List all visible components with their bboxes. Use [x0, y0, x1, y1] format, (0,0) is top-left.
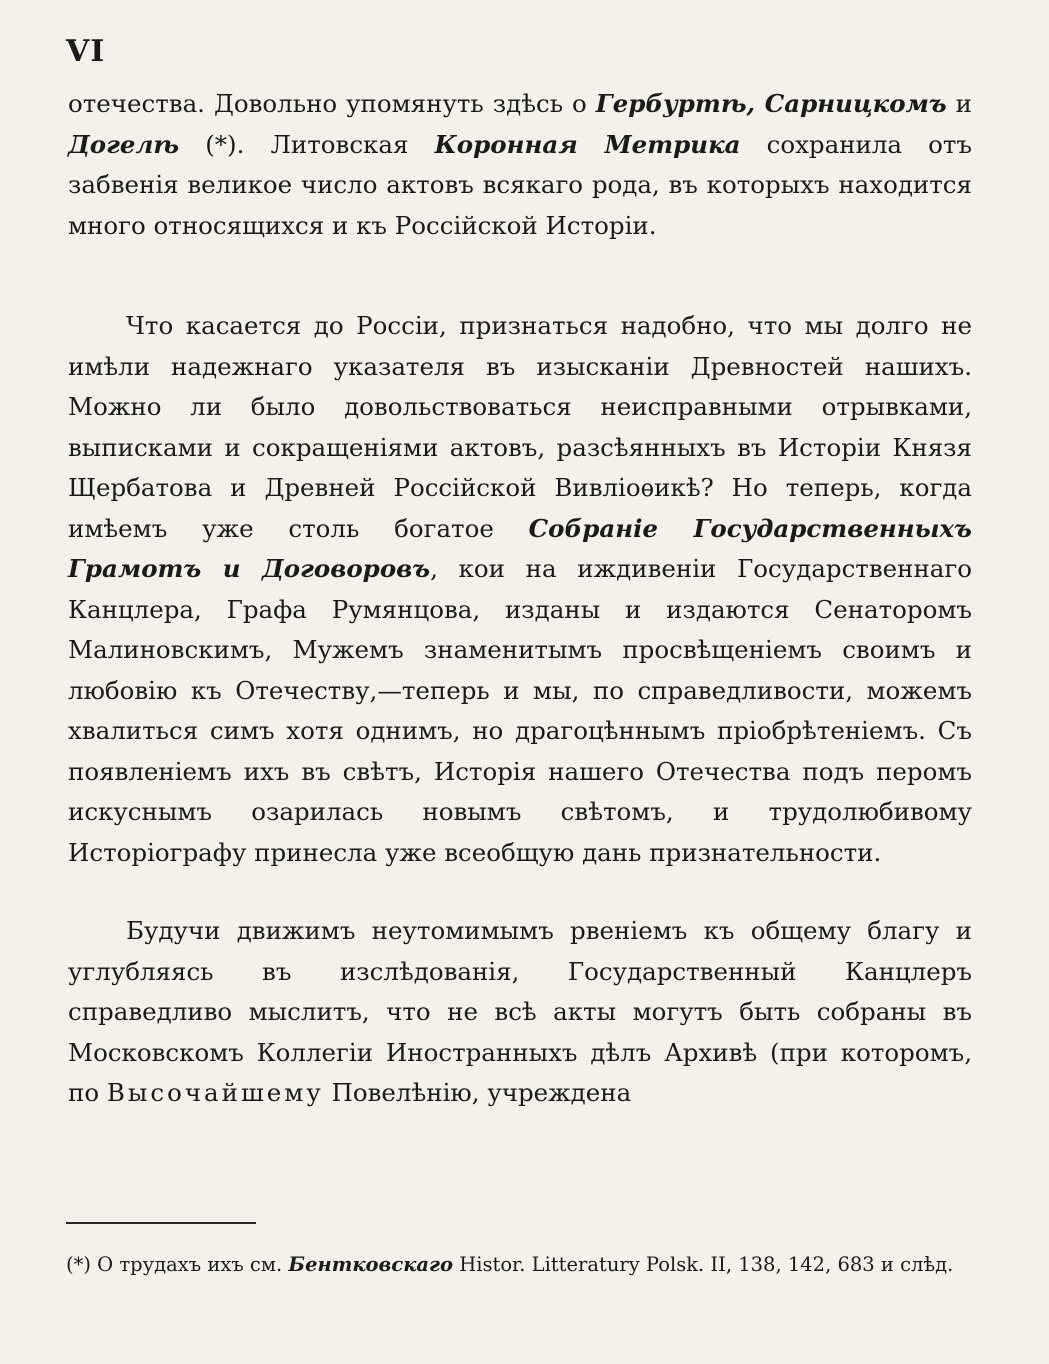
text-run: сохранила отъ забвенія великое число актовъ всякаго рода, въ которыхъ находится много относящихся и къ Россійской Исторіи.	[68, 129, 972, 240]
italic-name-gerburt-sarnicki: Гербуртѣ, Сарницкомъ	[595, 89, 947, 118]
italic-name-bentkowski: Бентковскаго	[288, 1253, 454, 1276]
text-run: Повелѣнію, учреждена	[323, 1078, 632, 1107]
italic-title-metrika: Коронная Метрика	[434, 129, 741, 159]
text-run: и	[946, 89, 973, 118]
italic-title-sobranie: Собраніе Государственныхъ Грамотъ и Договоровъ	[68, 513, 972, 583]
text-run: Histor. Litteratury Polsk. II, 138, 142, 683 и слѣд.	[453, 1253, 954, 1276]
footnote-divider	[66, 1222, 256, 1224]
footnote	[66, 1246, 972, 1283]
spaced-word: Высочайшему	[106, 1078, 324, 1107]
text-run: Будучи движимъ неутомимымъ рвеніемъ къ общему благу и углубляясь въ изслѣдованія, Государственный Канцлеръ справедливо мыслитъ, что не всѣ акты могутъ быть собраны въ Московскомъ Коллегіи Иностранныхъ дѣлъ Архивѣ (при которомъ, по	[68, 916, 972, 1107]
text-run: , кои на иждивеніи Государственнаго Канцлера, Графа Румянцова, изданы и издаются Сенаторомъ Малиновскимъ, Мужемъ знаменитымъ просвѣщеніемъ своимъ и любовію къ Отечеству,—теперь и мы, по справедливости, можемъ хвалиться симъ хотя однимъ, но драгоцѣннымъ пріобрѣтеніемъ. Съ появленіемъ ихъ въ свѣтъ, Исторія нашего Отечества подъ перомъ искуснымъ озарилась новымъ свѣтомъ, и трудолюбивому Исторіографу принесла уже всеобщую дань признательности.	[68, 554, 972, 867]
paragraph-chancellor	[68, 911, 972, 1114]
text-run: (*). Литовская	[179, 129, 435, 159]
italic-name-dogel: Догелѣ	[68, 129, 180, 159]
text-run: (*) О трудахъ ихъ см.	[66, 1253, 289, 1276]
paragraph-continuation	[68, 84, 972, 246]
text-run: отечества. Довольно упомянуть здѣсь о	[68, 89, 596, 118]
main-text	[68, 84, 972, 1114]
paragraph-russia	[68, 306, 972, 873]
page-number: VI	[66, 34, 106, 69]
text-run: Что касается до Россіи, признаться надобно, что мы долго не имѣли надежнаго указателя въ изысканіи Древностей нашихъ. Можно ли было довольствоваться неисправными отрывками, выписками и сокращеніями актовъ, разсѣянныхъ въ Исторіи Князя Щербатова и Древней Россійской Вивліоѳикѣ? Но теперь, когда имѣемъ уже столь богатое	[68, 311, 972, 543]
